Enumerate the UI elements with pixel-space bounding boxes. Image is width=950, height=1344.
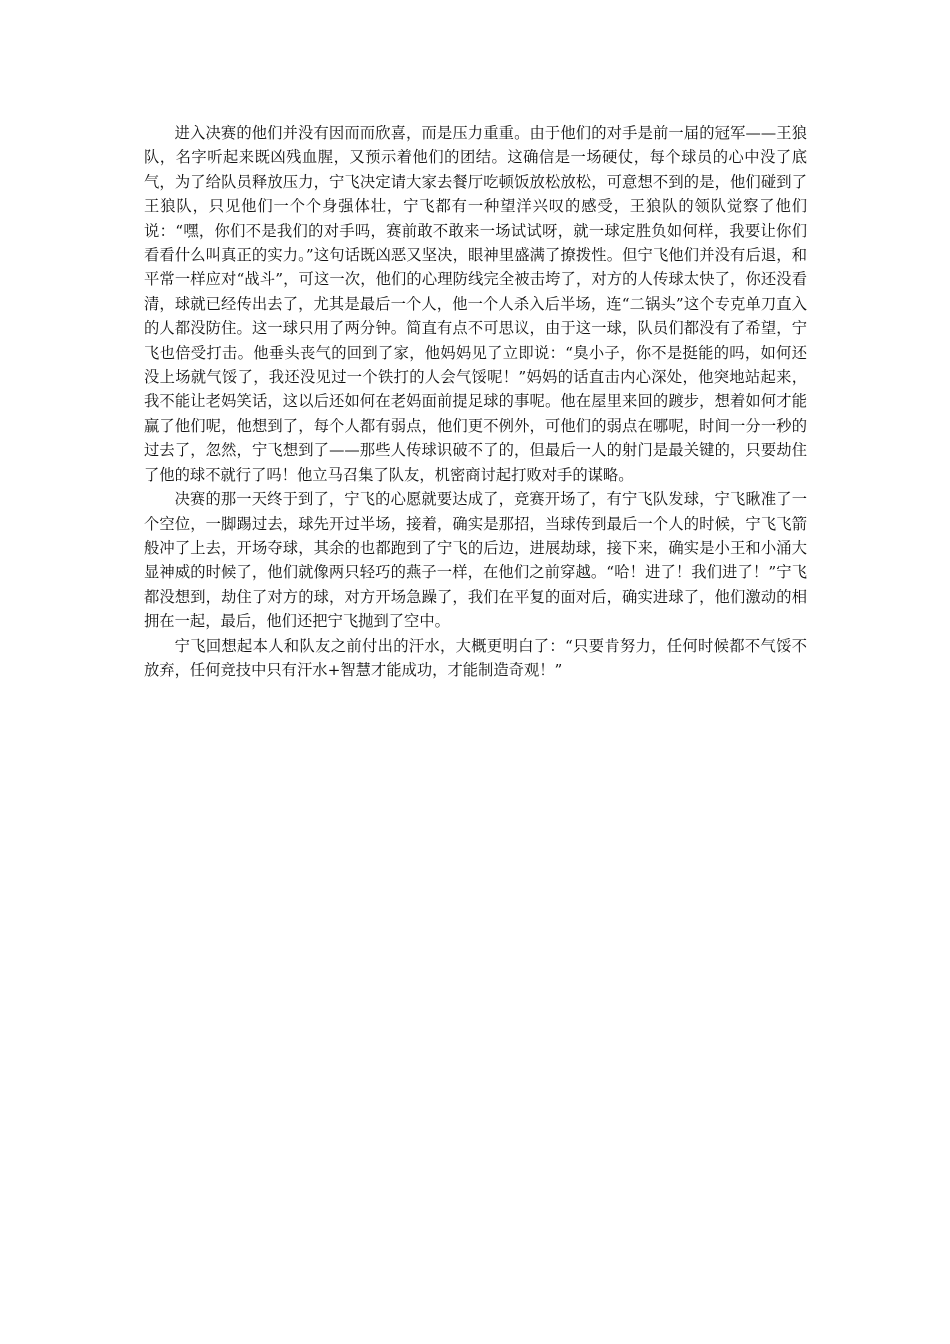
document-body — [144, 121, 807, 682]
paragraph-2: 决赛的那一天终于到了，宁飞的心愿就要达成了，竞赛开场了，有宁飞队发球，宁飞瞅准了一个空位，一脚踢过去，球先开过半场，接着，确实是那招，当球传到最后一个人的时候，宁飞飞箭般冲了上去，开场夺球，其余的也都跑到了宁飞的后边，进展劫球，接下来，确实是小王和小涌大显神威的时候了，他们就像两只轻巧的燕子一样，在他们之前穿越。“哈！进了！我们进了！”宁飞都没想到，劫住了对方的球，对方开场急躁了，我们在平复的面对后，确实进球了，他们激动的相拥在一起，最后，他们还把宁飞抛到了空中。 — [144, 490, 807, 631]
paragraph-1: 进入决赛的他们并没有因而而欣喜，而是压力重重。由于他们的对手是前一届的冠军——王狼队，名字听起来既凶残血腥，又预示着他们的团结。这确信是一场硬仗，每个球员的心中没了底气，为了给队员释放压力，宁飞决定请大家去餐厅吃顿饭放松放松，可意想不到的是，他们碰到了王狼队，只见他们一个个身强体壮，宁飞都有一种望洋兴叹的感受，王狼队的领队觉察了他们说：“嘿，你们不是我们的对手吗，赛前敢不敢来一场试试呀，就一球定胜负如何样，我要让你们看看什么叫真正的实力。”这句话既凶恶又坚决，眼神里盛满了撩拨性。但宁飞他们并没有后退，和平常一样应对“战斗”，可这一次，他们的心理防线完全被击垮了，对方的人传球太快了，你还没看清，球就已经传出去了，尤其是最后一个人，他一个人杀入后半场，连“二锅头”这个专克单刀直入的人都没防住。这一球只用了两分钟。简直有点不可思议，由于这一球，队员们都没有了希望，宁飞也倍受打击。他垂头丧气的回到了家，他妈妈见了立即说：“臭小子，你不是挺能的吗，如何还没上场就气馁了，我还没见过一个铁打的人会气馁呢！”妈妈的话直击内心深处，他突地站起来，我不能让老妈笑话，这以后还如何在老妈面前提足球的事呢。他在屋里来回的踱步，想着如何才能赢了他们呢，他想到了，每个人都有弱点，他们更不例外，可他们的弱点在哪呢，时间一分一秒的过去了，忽然，宁飞想到了——那些人传球识破不了的，但最后一人的射门是最关键的，只要劫住了他的球不就行了吗！他立马召集了队友，机密商讨起打败对手的谋略。 — [144, 124, 807, 484]
paragraph-3: 宁飞回想起本人和队友之前付出的汗水，大概更明白了：“只要肯努力，任何时候都不气馁不放弃，任何竞技中只有汗水+智慧才能成功，才能制造奇观！” — [144, 636, 807, 679]
